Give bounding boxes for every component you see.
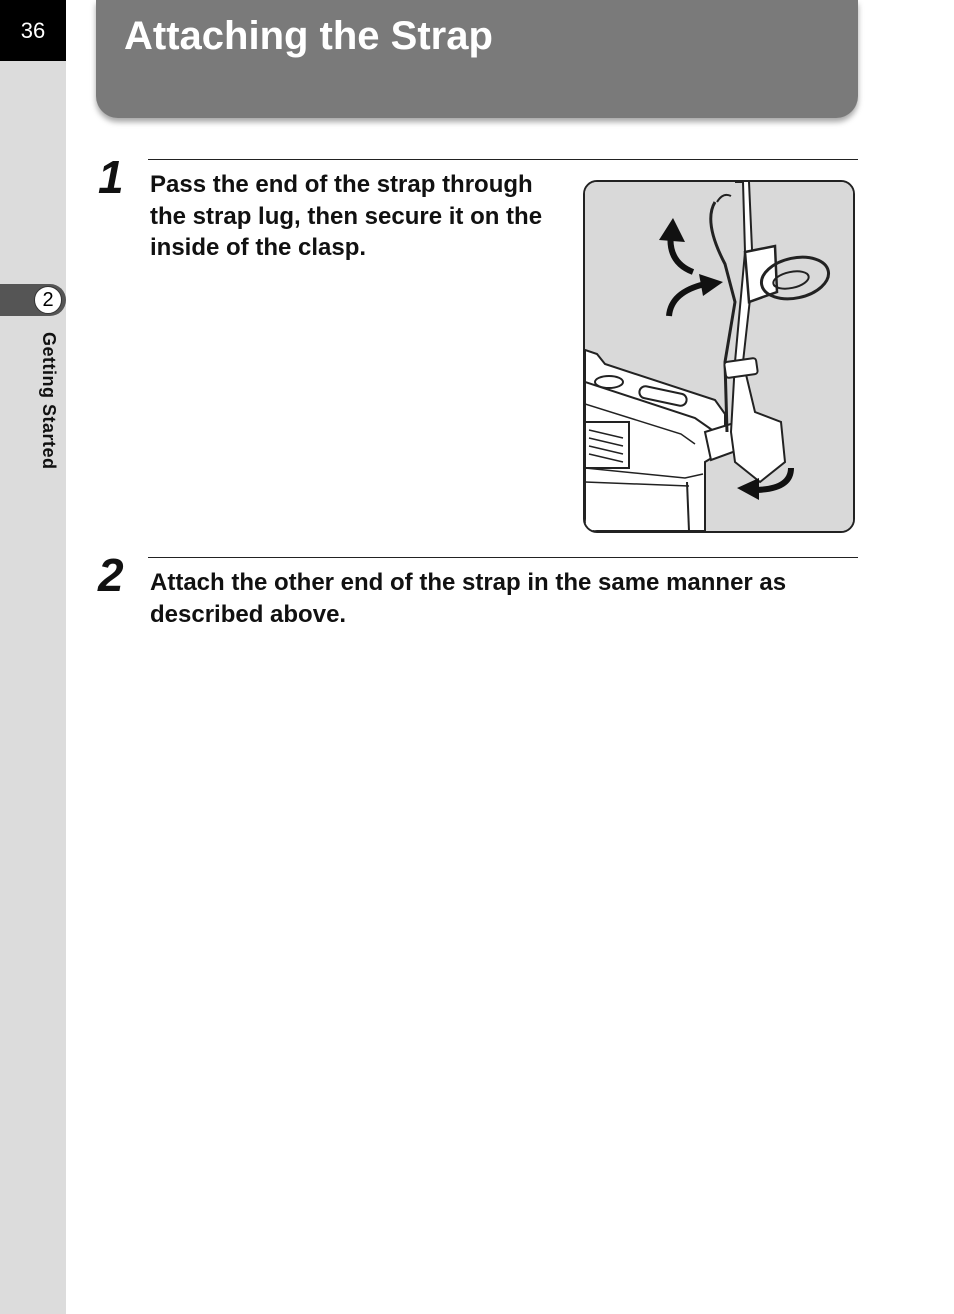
step-1-number: 1	[98, 151, 124, 203]
side-margin	[0, 0, 66, 1314]
step-2-number: 2	[98, 549, 124, 601]
page-title: Attaching the Strap	[124, 14, 493, 58]
step-2-rule	[148, 557, 858, 558]
camera-strap-lug-illustration	[583, 180, 855, 533]
chapter-label: Getting Started	[39, 332, 59, 470]
chapter-number: 2	[34, 286, 62, 314]
step-1-text: Pass the end of the strap through the strap lug, then secure it on the inside of the clasp.	[150, 171, 543, 261]
page-number: 36	[0, 0, 66, 61]
step-2-text: Attach the other end of the strap in the same manner as described above.	[150, 569, 787, 628]
step-1-rule	[148, 159, 858, 160]
